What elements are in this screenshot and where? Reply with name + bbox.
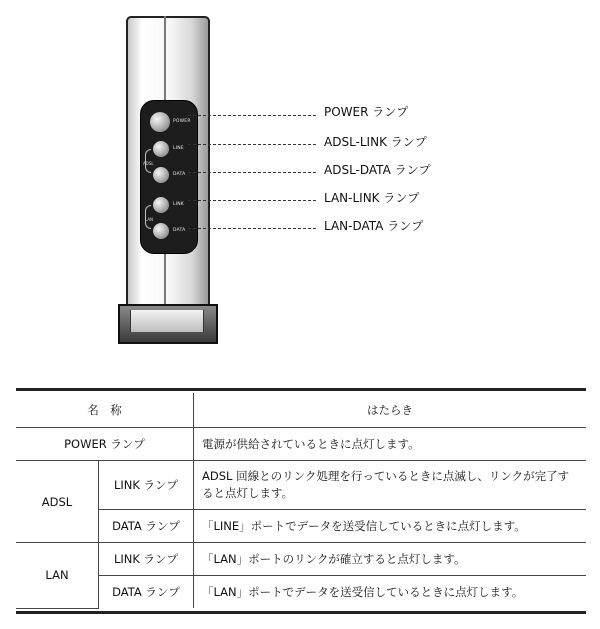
table-row-lan-link [16,543,586,576]
lan-link-lamp-desc: 「LAN」ポートのリンクが確立すると点灯します。 [194,543,587,576]
leader-line-adsl-link [188,144,316,145]
power-led [150,112,170,132]
lan-side-label: LAN [145,217,154,222]
adsl-link-lamp-name: LINK ランプ [99,461,194,510]
lan-link-lamp-name: LINK ランプ [99,543,194,576]
lan-link-led-label: LINK [173,202,184,207]
table-bottom-rule [16,611,586,614]
led-panel [140,100,198,254]
power-lamp-desc: 電源が供給されているときに点灯します。 [194,428,587,461]
header-function: はたらき [194,393,587,428]
table-header-row [16,393,586,428]
adsl-link-lamp-desc: ADSL 回線とのリンク処理を行っているときに点滅し、リンクが完了すると点灯します。 [194,461,587,510]
adsl-data-lamp-desc: 「LINE」ポートでデータを送受信しているときに点灯します。 [194,510,587,543]
adsl-link-led [153,141,169,157]
lan-link-led [153,197,169,213]
adsl-group-label: ADSL [16,461,99,543]
leader-line-lan-data [188,228,316,229]
table-row-adsl-link [16,461,586,510]
adsl-data-led-label: DATA [173,172,186,177]
leader-line-lan-link [188,200,316,201]
power-lamp-name: POWER ランプ [16,428,194,461]
lan-data-lamp-desc: 「LAN」ポートでデータを送受信しているときに点灯します。 [194,576,587,609]
lamp-function-table [16,388,586,614]
table-row-lan-data [16,576,586,609]
header-name: 名 称 [16,393,194,428]
adsl-data-led [153,167,169,183]
device-stand-face [130,310,204,332]
adsl-data-lamp-name: DATA ランプ [99,510,194,543]
table-row-adsl-data [16,510,586,543]
power-led-label: POWER [173,119,191,124]
adsl-side-label: ADSL [143,161,154,166]
lan-data-led-label: DATA [173,228,186,233]
leader-line-adsl-data [188,172,316,173]
callout-power: POWER ランプ [324,105,409,119]
leader-line-power [188,115,316,116]
lan-data-led [153,223,169,239]
table-row-power [16,428,586,461]
callout-lan-link: LAN-LINK ランプ [324,191,420,205]
callout-adsl-link: ADSL-LINK ランプ [324,135,427,149]
table-top-rule [16,388,586,391]
lan-group-label: LAN [16,543,99,609]
lan-data-lamp-name: DATA ランプ [99,576,194,609]
adsl-link-led-label: LINE [173,146,184,151]
callout-adsl-data: ADSL-DATA ランプ [324,163,431,177]
device-illustration [118,10,218,345]
callout-lan-data: LAN-DATA ランプ [324,219,424,233]
